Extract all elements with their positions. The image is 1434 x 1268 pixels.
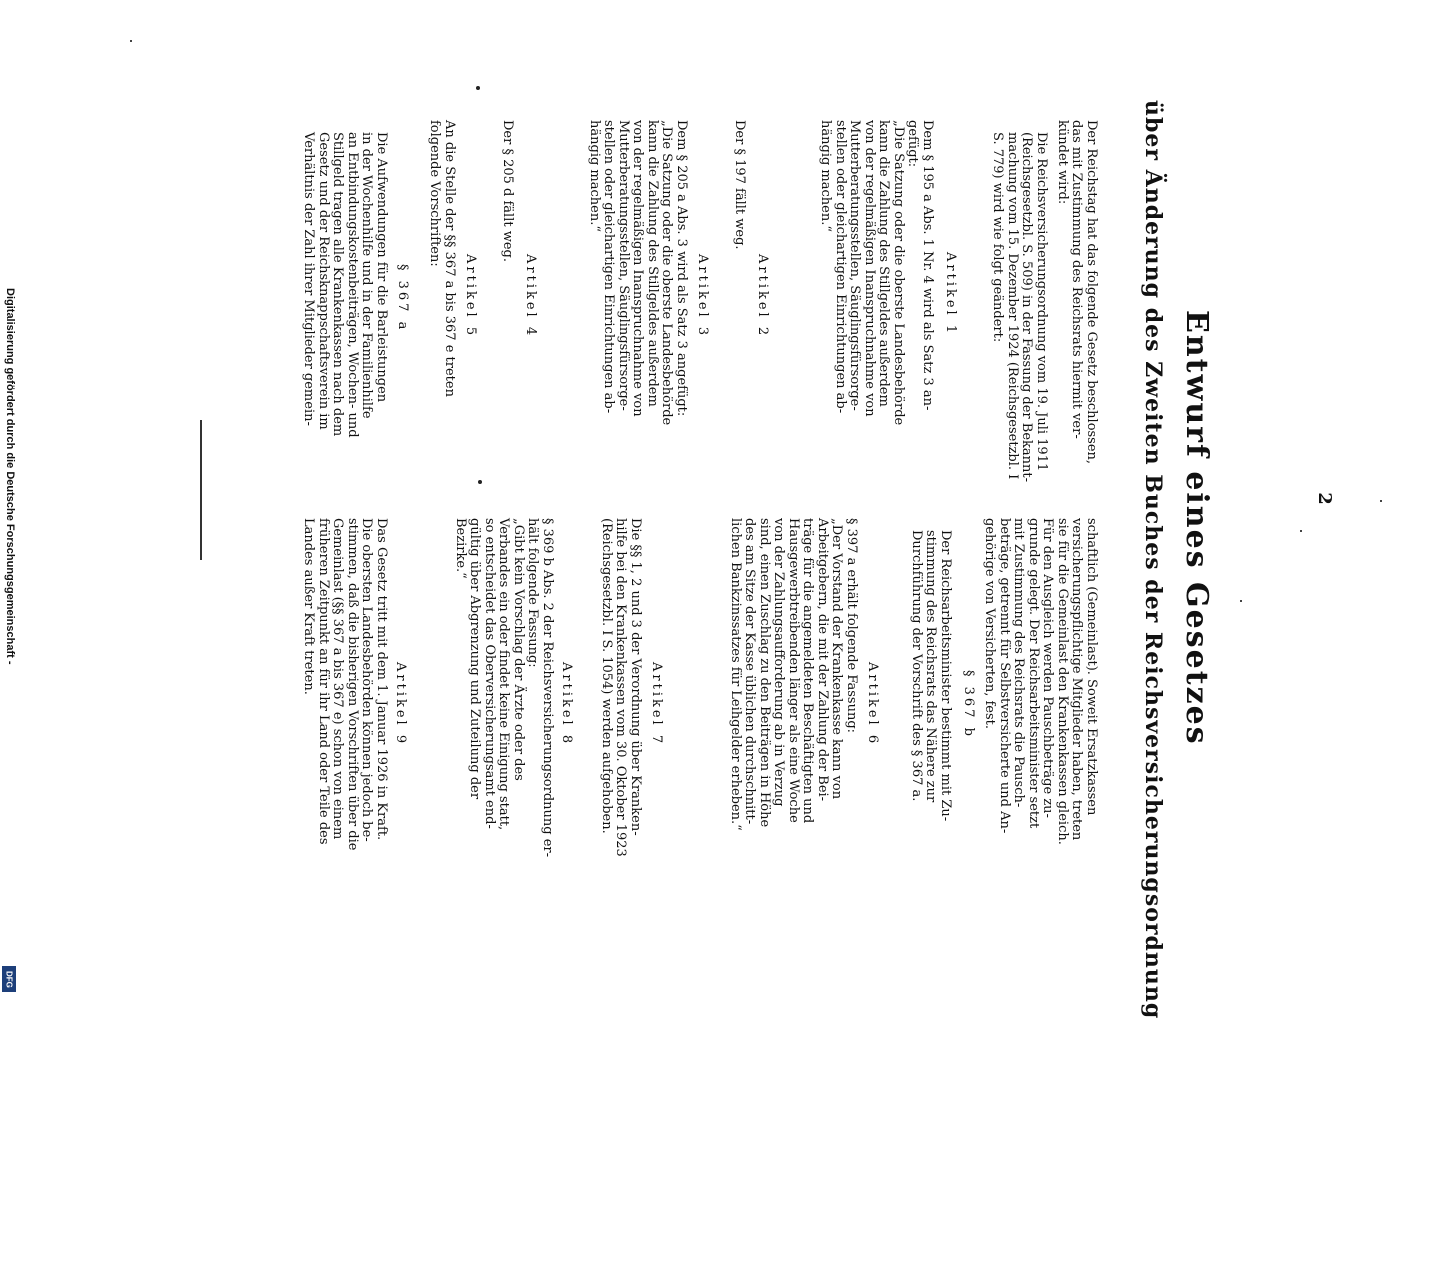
text-line: Die Aufwendungen für die Barleistungen <box>374 132 389 403</box>
intro-text <box>1055 120 1099 464</box>
text-line: Für den Ausgleich werden Pauschbeträge zu- <box>1040 518 1056 818</box>
text-line: stellen oder gleichartigen Einrichtungen ab- <box>833 120 848 414</box>
text-line: versicherungspflichtige Mitglieder haben, treten <box>1069 518 1085 841</box>
ink-speck <box>478 480 482 484</box>
article-1-text <box>818 120 934 425</box>
text-line: von der Zahlungsaufforderung ab in Verzug <box>771 518 787 807</box>
section-367b-heading: § 367 b <box>961 670 976 739</box>
text-line: Dem § 195 a Abs. 1 Nr. 4 wird als Satz 3 an- <box>920 120 935 411</box>
article-7-text <box>599 518 643 857</box>
article-6-heading: Artikel 6 <box>865 662 880 747</box>
text-line: Dem § 205 a Abs. 3 wird als Satz 3 angefügt: <box>674 120 689 417</box>
text-line: „Die Satzung oder die oberste Landesbehörde <box>659 120 675 426</box>
section-367a-heading: § 367 a <box>395 264 410 333</box>
text-line: kündet wird: <box>1055 120 1070 205</box>
text-line: gültig über Abgrenzung und Zuteilung der <box>467 518 483 800</box>
text-line: in der Wochenhilfe und in der Familienhilfe <box>359 132 375 419</box>
text-line: beträge, getrennt für Selbstversicherte und An- <box>997 518 1012 834</box>
text-line: Landes außer Kraft treten. <box>301 518 317 695</box>
article-8-heading: Artikel 8 <box>559 662 574 747</box>
text-line: folgende Vorschriften: <box>427 120 443 267</box>
text-line: Das Gesetz tritt mit dem 1. Januar 1926 in Kraft. <box>374 518 389 841</box>
text-line: (Reichsgesetzbl. S. 509) in der Fassung der Bekannt- <box>1019 132 1035 483</box>
section-367a-continued <box>982 518 1098 845</box>
text-line: Die Reichsversicherungsordnung vom 19. Juli 1911 <box>1034 132 1049 472</box>
text-line: hängig machen.“ <box>818 120 834 233</box>
digitization-credit: Digitalisierung gefördert durch die Deutsche Forschungsgemeinschaft - <box>4 288 16 665</box>
text-line: Durchführung der Vorschrift des § 367 a. <box>909 530 924 802</box>
text-line: stimmung des Reichsrats das Nähere zur <box>923 530 939 803</box>
text-line: Gemeinlast (§§ 367 a bis 367 e) schon von einem <box>330 518 346 840</box>
text-line: (Reichsgesetzbl. I S. 1054) werden aufgehoben. <box>599 518 614 834</box>
text-line: Die §§ 1, 2 und 3 der Verordnung über Kranken- <box>628 518 643 836</box>
page-number: 2 <box>1313 492 1335 505</box>
text-line: mit Zustimmung des Reichsrats die Pausch- <box>1011 518 1027 808</box>
article-4-text <box>500 120 515 262</box>
text-line: gehörige von Versicherten, fest. <box>982 518 998 729</box>
ink-speck <box>130 40 132 42</box>
text-line: Hausgewerbtreibenden länger als eine Woche <box>786 518 801 823</box>
text-line: hält folgende Fassung: <box>525 518 541 668</box>
text-line: Mutterberatungsstellen, Säuglingsfürsorge- <box>847 120 863 411</box>
text-line: kann die Zahlung des Stillgeldes außerdem <box>876 120 892 407</box>
text-line: von der regelmäßigen Inanspruchnahme von <box>862 120 877 417</box>
column-rule <box>200 420 202 560</box>
text-line: Verbandes ein oder findet keine Einigung statt, <box>496 518 512 831</box>
text-line: Gesetz und der Reichsknappschaftsverein im <box>316 132 331 430</box>
article-8-text <box>453 518 555 857</box>
text-line: § 397 a erhält folgende Fassung: <box>844 518 859 734</box>
text-line: Der § 197 fällt weg. <box>732 120 747 250</box>
text-line: sie für die Gemeinlast den Krankenkassen gleich. <box>1055 518 1070 845</box>
text-line: sind, einen Zuschlag zu den Beiträgen in Höhe <box>757 518 772 828</box>
intro-text-2 <box>990 132 1048 482</box>
text-line: das mit Zustimmung des Reichsrats hiermit ver- <box>1069 120 1085 439</box>
text-line: hilfe bei den Krankenkassen vom 30. Oktober 1923 <box>613 518 629 857</box>
text-line: kann die Zahlung des Stillgeldes außerdem <box>645 120 660 407</box>
text-line: machung vom 15. Dezember 1924 (Reichsgesetzbl. I <box>1005 132 1020 480</box>
ink-speck <box>1300 530 1302 532</box>
text-line: S. 779) wird wie folgt geändert: <box>990 132 1006 343</box>
text-line: so entscheidet das Oberversicherungsamt end- <box>482 518 497 829</box>
document-title: Entwurf eines Gesetzes <box>1179 310 1214 746</box>
article-5-text <box>427 120 456 397</box>
text-line: „Gibt kein Vorschlag der Ärzte oder des <box>511 518 526 781</box>
text-line: Mutterberatungsstellen, Säuglingsfürsorge- <box>616 120 631 411</box>
text-line: an Entbindungskostenbeiträgen, Wochen- und <box>345 132 360 438</box>
text-line: lichen Bankzinssatzes für Leihgelder erheben.“ <box>728 518 743 831</box>
text-line: Stillgeld tragen alle Krankenkassen nach dem <box>330 132 346 437</box>
text-line: An die Stelle der §§ 367 a bis 367 e treten <box>442 120 457 397</box>
text-line: früheren Zeitpunkt an für ihr Land oder Teile des <box>316 518 331 845</box>
text-line: von der regelmäßigen Inanspruchnahme von <box>630 120 646 417</box>
section-367b-text <box>909 530 953 821</box>
text-line: des am Sitze der Kasse üblichen durchschnitt- <box>742 518 758 825</box>
text-line: grunde gelegt. Der Reichsarbeitsminister setzt <box>1026 518 1041 829</box>
text-line: Die obersten Landesbehörden können jedoch be- <box>359 518 375 842</box>
article-6-text <box>728 518 859 831</box>
dfg-logo: DFG <box>2 966 16 992</box>
text-line: träge für die angemeldeten Beschäftigten und <box>800 518 816 824</box>
text-line: „Die Satzung oder die oberste Landesbehörde <box>891 120 906 426</box>
article-4-heading: Artikel 4 <box>523 254 538 339</box>
text-line: Verhältnis der Zahl ihrer Mitglieder gemein- <box>301 132 317 426</box>
article-1-heading: Artikel 1 <box>943 252 958 337</box>
article-2-heading: Artikel 2 <box>755 254 770 339</box>
article-9-text <box>301 518 388 850</box>
article-3-text <box>587 120 689 425</box>
text-line: gefügt: <box>905 120 921 168</box>
ink-speck <box>1240 600 1242 602</box>
article-7-heading: Artikel 7 <box>649 662 664 747</box>
text-line: Der § 205 d fällt weg. <box>500 120 515 263</box>
text-line: Der Reichsarbeitsminister bestimmt mit Zu- <box>938 530 953 822</box>
text-line: Bezirke.“ <box>453 518 468 579</box>
text-line: § 369 b Abs. 2 der Reichsversicherungsordnung er- <box>540 518 555 858</box>
section-367a-text <box>301 132 388 438</box>
text-line: „Der Vorstand der Krankenkasse kann von <box>829 518 845 800</box>
ink-speck <box>476 86 480 90</box>
article-2-text <box>732 120 747 250</box>
text-line: hängig machen.“ <box>587 120 602 233</box>
text-line: stellen oder gleichartigen Einrichtungen ab- <box>601 120 617 414</box>
ink-speck <box>1380 500 1382 502</box>
article-5-heading: Artikel 5 <box>463 254 478 339</box>
document-subtitle: über Änderung des Zweiten Buches der Reichsversicherungsordnung <box>1140 100 1166 1020</box>
text-line: stimmen, daß die bisherigen Vorschriften über die <box>345 518 360 851</box>
article-3-heading: Artikel 3 <box>695 254 710 339</box>
text-line: Arbeitgebern, die mit der Zahlung der Bei- <box>815 518 830 802</box>
text-line: schaftlich (Gemeinlast). Soweit Ersatzkassen <box>1084 518 1099 816</box>
article-9-heading: Artikel 9 <box>393 662 408 747</box>
text-line: Der Reichstag hat das folgende Gesetz beschlossen, <box>1084 120 1099 465</box>
